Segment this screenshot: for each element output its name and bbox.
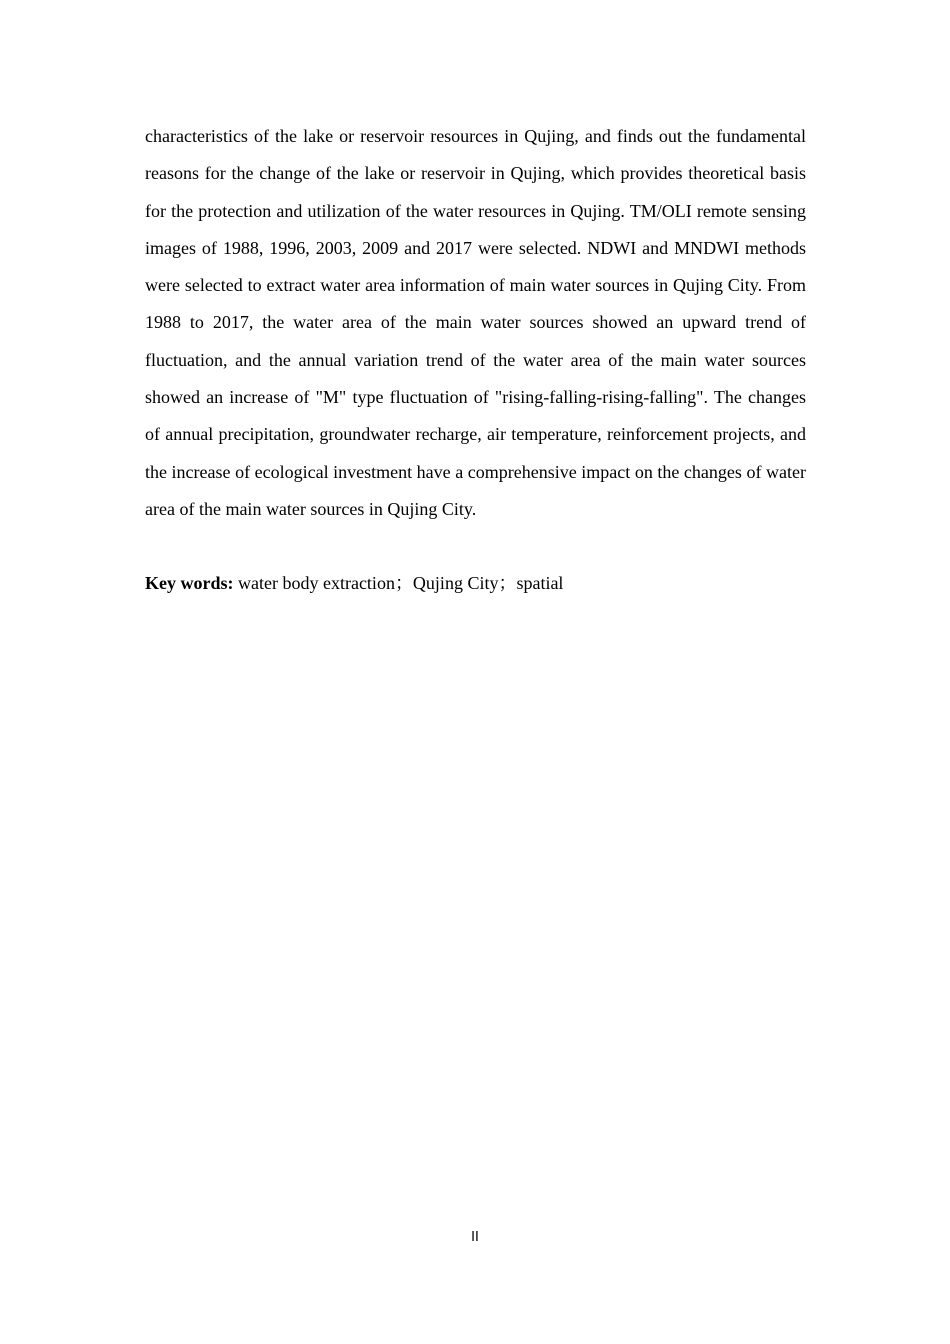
abstract-paragraph: characteristics of the lake or reservoir resources in Qujing, and finds out the fundamental reasons for the change of the lake or reservoir in Qujing, which provides theoretical basis for the protection and utilization of the water resources in Qujing. TM/OLI remote sensing images of 1988, 1996, 2003, 2009 and 2017 were selected. NDWI and MNDWI methods were selected to extract water area information of main water sources in Qujing City. From 1988 to 2017, the water area of the main water sources showed an upward trend of fluctuation, and the annual variation trend of the water area of the main water sources showed an increase of "M" type fluctuation of "rising-falling-rising-falling". The changes of annual precipitation, groundwater recharge, air temperature, reinforcement projects, and the increase of ecological investment have a comprehensive impact on the changes of water area of the main water sources in Qujing City. <box>145 126 806 519</box>
keywords-label: Key words: <box>145 573 234 593</box>
keywords-line <box>145 568 806 598</box>
keywords-text: water body extraction；Qujing City；spatial <box>233 573 564 593</box>
page-number: II <box>471 1230 479 1245</box>
